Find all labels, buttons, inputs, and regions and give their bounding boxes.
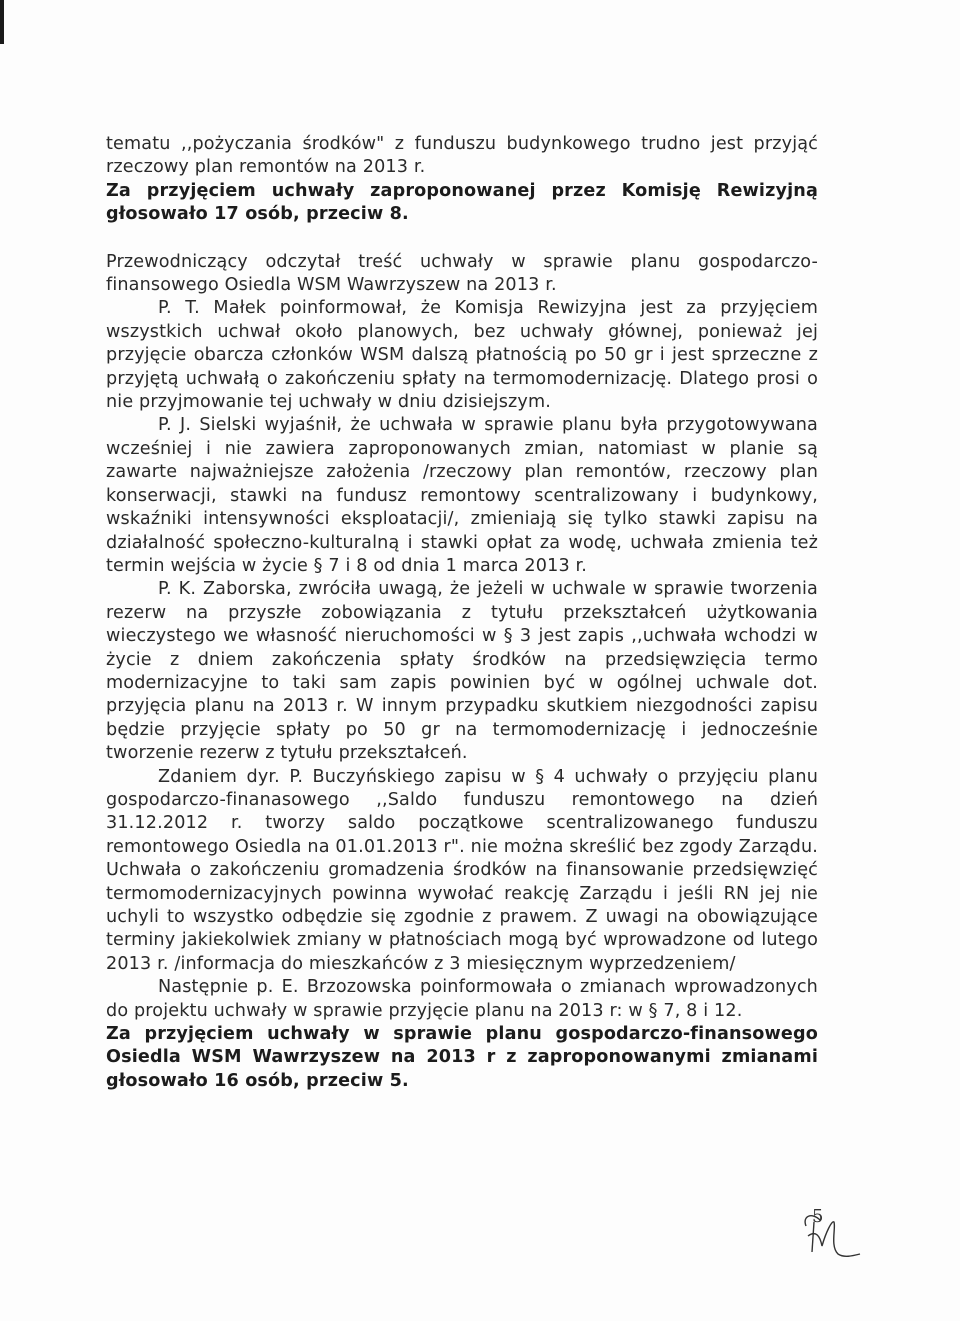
paragraph-intro: tematu ,,pożyczania środków" z funduszu budynkowego trudno jest przyjąć rzeczowy plan remontów na 2013 r. <box>106 134 818 178</box>
page-number: 5 <box>812 1206 824 1227</box>
vote-result-plan: Za przyjęciem uchwały w sprawie planu gospodarczo-finansowego Osiedla WSM Wawrzyszew na 2013 r z zaproponowanymi zmianami głosowało 16 osób, przeciw 5. <box>106 1024 818 1091</box>
document-body <box>106 133 818 1093</box>
scan-edge-mark <box>0 0 4 44</box>
paragraph-sielski: P. J. Sielski wyjaśnił, że uchwała w sprawie planu była przygotowywana wcześniej i nie zawiera zaproponowanych zmian, natomiast w planie są zawarte najważniejsze założenia /rzeczowy plan remontów, rzeczowy plan konserwacji, stawki na fundusz remontowy scentralizowany i budynkowy, wskaźniki intensywności eksploatacji/, zmieniają się tylko stawki zapisu na działalność społeczno-kulturalną i stawki opłat za wodę, uchwała zmienia też termin wejścia w życie § 7 i 8 od dnia 1 marca 2013 r. <box>106 415 818 576</box>
paragraph-buczynski: Zdaniem dyr. P. Buczyńskiego zapisu w § 4 uchwały o przyjęciu planu gospodarczo-finanasowego ,,Saldo funduszu remontowego na dzień 31.12.2012 r. tworzy saldo początkowe scentralizowanego funduszu remontowego Osiedla na 01.01.2013 r". nie można skreślić bez zgody Zarządu. Uchwała o zakończeniu gromadzenia środków na finansowanie przedsięwzięć termomodernizacyjnych powinna wywołać reakcję Zarządu i jeśli RN jej nie uchyli to wszystko odbędzie się zgodnie z prawem. Z uwagi na obowiązujące terminy jakiekolwiek zmiany w płatnościach mogą być wprowadzone od lutego 2013 r. /informacja do mieszkańców z 3 miesięcznym wyprzedzeniem/ <box>106 766 818 974</box>
vote-result-commission: Za przyjęciem uchwały zaproponowanej przez Komisję Rewizyjną głosowało 17 osób, przeciw 8. <box>106 180 818 225</box>
paragraph-malek: P. T. Małek poinformował, że Komisja Rewizyjna jest za przyjęciem wszystkich uchwał około planowych, bez uchwały głównej, ponieważ jej przyjęcie obarcza członków WSM dalszą płatnością po 50 gr i jest sprzeczne z przyjętą uchwałą o zakończeniu spłaty na termomodernizację. Dlatego prosi o nie przyjmowanie tej uchwały w dniu dzisiejszym. <box>106 298 818 413</box>
signature-initials <box>790 1202 870 1262</box>
paragraph-brzozowska: Następnie p. E. Brzozowska poinformowała o zmianach wprowadzonych do projektu uchwały w sprawie przyjęcie planu na 2013 r: w § 7, 8 i 12. <box>106 977 818 1021</box>
paragraph-zaborska: P. K. Zaborska, zwróciła uwagą, że jeżeli w uchwale w sprawie tworzenia rezerw na przyszłe zobowiązania z tytułu przekształceń użytkowania wieczystego we własność nieruchomości w § 3 jest zapis ,,uchwała wchodzi w życie z dniem zakończenia spłaty środków na przedsięwzięcia termo modernizacyjne to taki sam zapis powinien być w ogólnej uchwale dot. przyjęcia planu na 2013 r. W innym przypadku skutkiem niezgodności zapisu będzie przyjęcie spłaty po 50 gr na termomodernizację i jednocześnie tworzenie rezerw z tytułu przekształceń. <box>106 579 818 764</box>
paragraph-chairman: Przewodniczący odczytał treść uchwały w sprawie planu gospodarczo-finansowego Osiedla WSM Wawrzyszew na 2013 r. <box>106 251 818 296</box>
paragraph-gap <box>106 227 818 251</box>
